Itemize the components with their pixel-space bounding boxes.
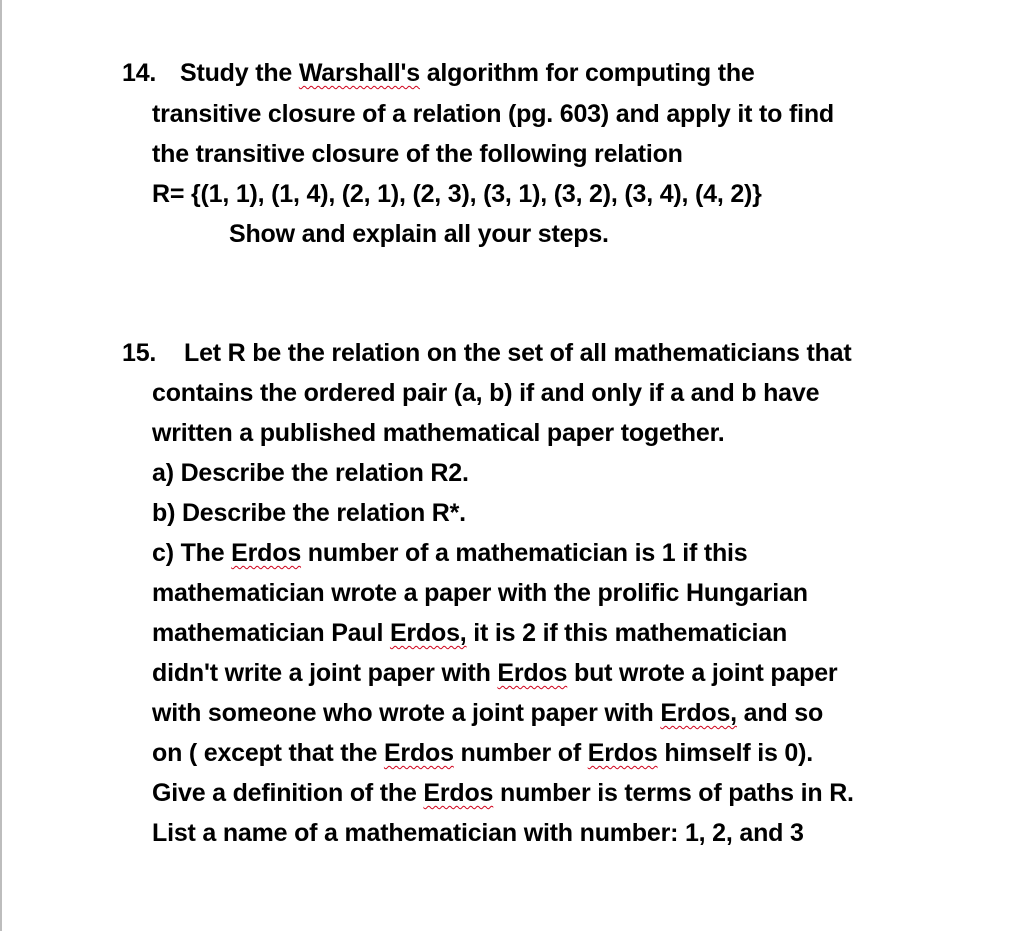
q15-c6-spellcheck-word-2: Erdos [587,739,658,767]
q15-c4-text-end: but wrote a joint paper [567,659,838,687]
q15-c7-text-end: number is terms of paths in R. [493,779,854,807]
q15-c6-text-end: himself is 0). [657,739,813,767]
q14-instruction: Show and explain all your steps. [229,220,609,248]
q14-spellcheck-word: Warshall's [298,59,420,87]
page-left-border [0,0,2,931]
q15-line-1 [122,338,852,368]
q14-line-1 [122,58,755,88]
q15-part-c-line-2: mathematician wrote a paper with the prolific Hungarian [152,579,808,607]
q15-c5-spellcheck-word: Erdos, [660,699,737,727]
q15-part-c-line-8: List a name of a mathematician with number: 1, 2, and 3 [152,819,804,847]
q15-line-3: written a published mathematical paper together. [152,419,725,447]
q15-c1-text: c) The [152,539,232,567]
q15-line-1-text: Let R be the relation on the set of all mathematicians that [184,339,852,367]
q15-c3-text-end: it is 2 if this mathematician [466,619,788,647]
q15-part-c-line-6 [152,738,813,768]
q14-line-1-text-end: algorithm for computing the [419,59,755,87]
q14-line-1-text: Study the [180,59,299,87]
q15-c3-text: mathematician Paul [152,619,390,647]
q15-part-b: b) Describe the relation R*. [152,499,466,527]
q15-c1-spellcheck-word: Erdos [231,539,302,567]
q15-c6-text-mid: number of [453,739,588,767]
q15-c4-spellcheck-word: Erdos [497,659,568,687]
q14-line-3: the transitive closure of the following relation [152,140,683,168]
q15-c4-text: didn't write a joint paper with [152,659,498,687]
q15-part-c-line-1 [152,538,748,568]
q15-c7-text: Give a definition of the [152,779,424,807]
q14-number: 14. [122,59,157,87]
q15-c5-text-end: and so [736,699,824,727]
q14-line-2: transitive closure of a relation (pg. 603) and apply it to find [152,100,834,128]
q14-relation: R= {(1, 1), (1, 4), (2, 1), (2, 3), (3, 1), (3, 2), (3, 4), (4, 2)} [152,180,762,208]
q15-part-c-line-3 [152,618,787,648]
q15-c7-spellcheck-word: Erdos [423,779,494,807]
q15-c3-spellcheck-word: Erdos, [389,619,467,647]
q15-line-2: contains the ordered pair (a, b) if and only if a and b have [152,379,820,407]
q15-c5-text: with someone who wrote a joint paper with [152,699,661,727]
q15-part-a: a) Describe the relation R2. [152,459,469,487]
q15-c6-text: on ( except that the [152,739,384,767]
q15-c1-text-end: number of a mathematician is 1 if this [301,539,748,567]
q15-c6-spellcheck-word-1: Erdos [383,739,454,767]
q15-number: 15. [122,339,157,367]
q15-part-c-line-7 [152,778,854,808]
q15-part-c-line-4 [152,658,837,688]
q15-part-c-line-5 [152,698,823,728]
